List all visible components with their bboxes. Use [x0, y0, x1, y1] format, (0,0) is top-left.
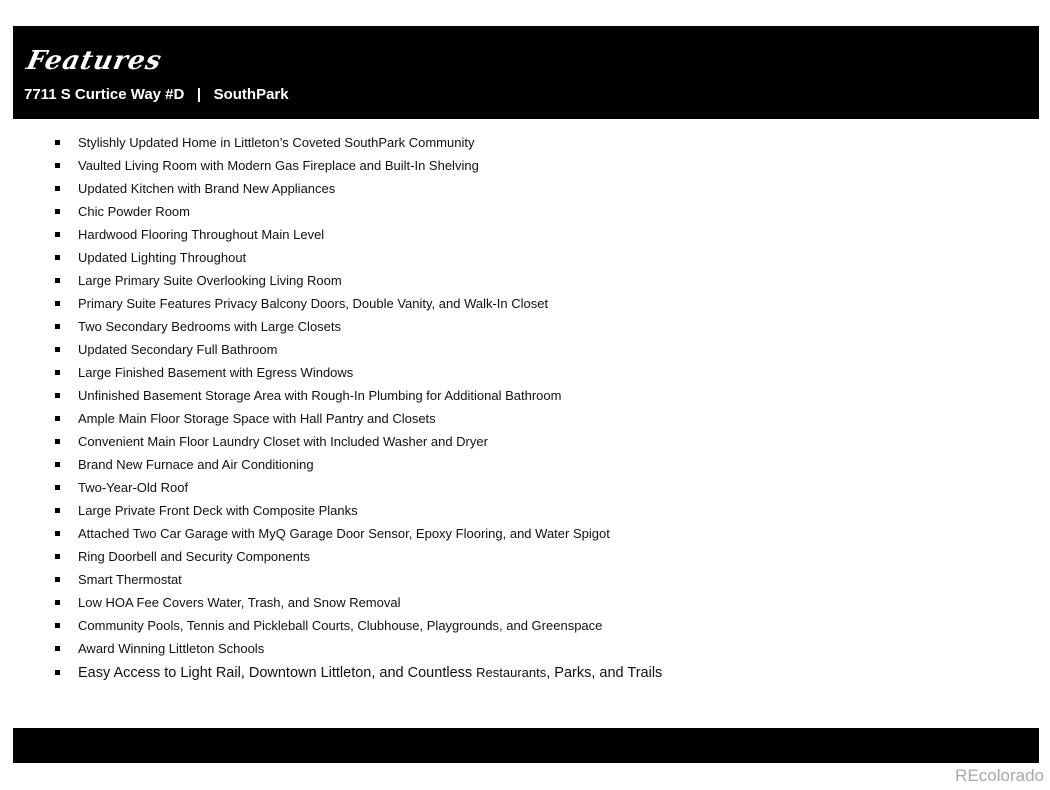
bullet-icon — [55, 600, 60, 605]
feature-text: Low HOA Fee Covers Water, Trash, and Snow Removal — [78, 595, 401, 610]
feature-item — [55, 637, 1015, 660]
feature-text: Community Pools, Tennis and Pickleball Courts, Clubhouse, Playgrounds, and Greenspace — [78, 618, 603, 633]
bullet-icon — [55, 531, 60, 536]
bullet-icon — [55, 623, 60, 628]
recolorado-watermark: REcolorado — [955, 766, 1044, 785]
bullet-icon — [55, 186, 60, 191]
feature-item — [55, 200, 1015, 223]
header-band — [13, 26, 1039, 119]
bullet-icon — [55, 554, 60, 559]
bullet-icon — [55, 416, 60, 421]
neighborhood-name: SouthPark — [213, 86, 289, 103]
feature-text-part-2: Restaurants — [476, 665, 547, 680]
feature-text: Convenient Main Floor Laundry Closet with Included Washer and Dryer — [78, 434, 488, 449]
bullet-icon — [55, 577, 60, 582]
feature-text: Updated Kitchen with Brand New Appliances — [78, 181, 336, 196]
feature-text-part-3: , Parks, and Trails — [546, 665, 663, 681]
bullet-icon — [55, 508, 60, 513]
feature-item — [55, 338, 1015, 361]
feature-item — [55, 568, 1015, 591]
bullet-icon — [55, 462, 60, 467]
feature-text: Award Winning Littleton Schools — [78, 641, 265, 656]
feature-item — [55, 591, 1015, 614]
feature-item — [55, 177, 1015, 200]
feature-text: Large Private Front Deck with Composite Planks — [78, 503, 358, 518]
feature-text: Primary Suite Features Privacy Balcony Doors, Double Vanity, and Walk-In Closet — [78, 296, 549, 311]
feature-item — [55, 315, 1015, 338]
feature-item — [55, 131, 1015, 154]
feature-text: Unfinished Basement Storage Area with Rough-In Plumbing for Additional Bathroom — [78, 388, 562, 403]
feature-text: Chic Powder Room — [78, 204, 190, 219]
bullet-icon — [55, 278, 60, 283]
feature-text: Updated Lighting Throughout — [78, 250, 247, 265]
bullet-icon — [55, 232, 60, 237]
bullet-icon — [55, 163, 60, 168]
feature-item — [55, 614, 1015, 637]
address-separator: | — [196, 86, 202, 103]
feature-item — [55, 154, 1015, 177]
feature-text: Brand New Furnace and Air Conditioning — [78, 457, 314, 472]
bullet-icon — [55, 439, 60, 444]
feature-item — [55, 292, 1015, 315]
feature-item — [55, 430, 1015, 453]
feature-item — [55, 269, 1015, 292]
feature-item — [55, 453, 1015, 476]
feature-text: Hardwood Flooring Throughout Main Level — [78, 227, 325, 242]
feature-text-part-1: Easy Access to Light Rail, Downtown Littleton, and Countless — [78, 665, 477, 681]
feature-item — [55, 545, 1015, 568]
feature-item — [55, 476, 1015, 499]
feature-text: Ring Doorbell and Security Components — [78, 549, 310, 564]
feature-list — [55, 131, 1015, 685]
bullet-icon — [55, 485, 60, 490]
feature-text: Large Primary Suite Overlooking Living Room — [78, 273, 342, 288]
feature-text: Vaulted Living Room with Modern Gas Fireplace and Built-In Shelving — [78, 158, 479, 173]
bullet-icon — [55, 324, 60, 329]
feature-item — [55, 407, 1015, 430]
bullet-icon — [55, 670, 60, 675]
feature-text: Updated Secondary Full Bathroom — [78, 342, 278, 357]
feature-item — [55, 223, 1015, 246]
feature-text: Large Finished Basement with Egress Windows — [78, 365, 354, 380]
feature-text: Two Secondary Bedrooms with Large Closets — [78, 319, 342, 334]
section-title: Features — [24, 46, 165, 76]
address-line — [24, 86, 289, 103]
feature-text: Stylishly Updated Home in Littleton’s Coveted SouthPark Community — [78, 135, 475, 150]
bullet-icon — [55, 646, 60, 651]
property-address: 7711 S Curtice Way #D — [24, 86, 185, 103]
feature-text: Smart Thermostat — [78, 572, 182, 587]
bullet-icon — [55, 255, 60, 260]
feature-text: Ample Main Floor Storage Space with Hall Pantry and Closets — [78, 411, 436, 426]
feature-item — [55, 384, 1015, 407]
footer-band — [13, 728, 1039, 763]
feature-item-last — [55, 660, 1015, 685]
bullet-icon — [55, 301, 60, 306]
feature-item — [55, 522, 1015, 545]
bullet-icon — [55, 209, 60, 214]
bullet-icon — [55, 347, 60, 352]
feature-item — [55, 246, 1015, 269]
feature-text: Attached Two Car Garage with MyQ Garage Door Sensor, Epoxy Flooring, and Water Spigot — [78, 526, 610, 541]
feature-text: Two-Year-Old Roof — [78, 480, 189, 495]
bullet-icon — [55, 393, 60, 398]
feature-item — [55, 361, 1015, 384]
bullet-icon — [55, 370, 60, 375]
feature-item — [55, 499, 1015, 522]
bullet-icon — [55, 140, 60, 145]
